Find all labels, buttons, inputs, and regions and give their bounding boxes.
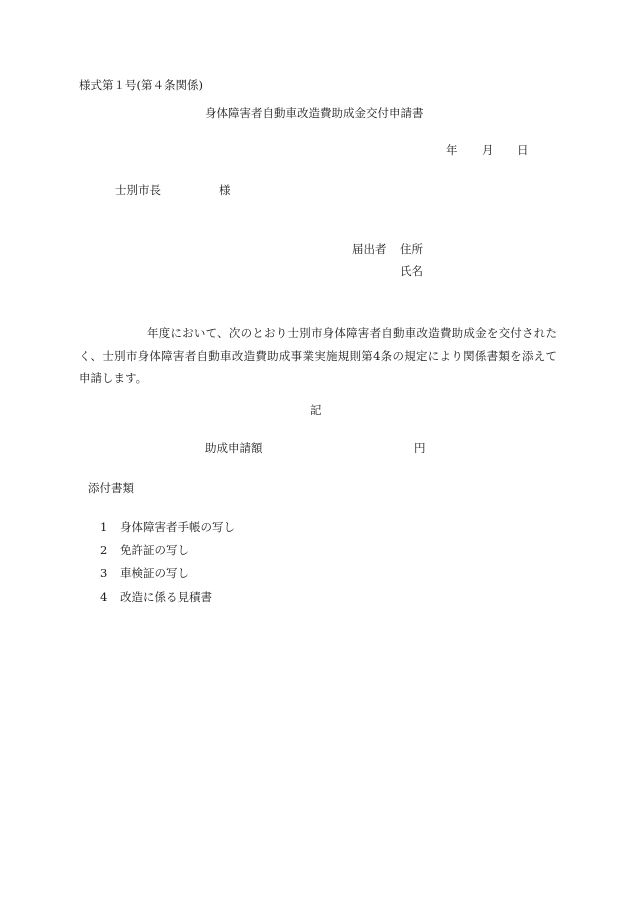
applicant-label: 届出者 (352, 242, 387, 256)
addressee-honorific: 様 (219, 183, 231, 197)
attachment-number: 2 (100, 543, 108, 558)
attachment-label: 身体障害者手帳の写し (120, 520, 235, 534)
date-year-label: 年 (446, 143, 458, 157)
amount-unit: 円 (414, 441, 426, 455)
application-body-text: 年度において、次のとおり士別市身体障害者自動車改造費助成金を交付されたく、士別市身体障害者自動車改造費助成事業実施規則第4条の規定により関係書類を添えて申請します。 (79, 326, 557, 385)
attachments-list (100, 522, 235, 615)
attachment-label: 車検証の写し (120, 566, 189, 581)
attachment-label: 免許証の写し (120, 543, 189, 558)
date-day-label: 日 (517, 143, 529, 157)
form-number: 様式第１号(第４条関係) (79, 78, 203, 92)
date-month-label: 月 (482, 143, 494, 157)
attachments-heading: 添付書類 (88, 481, 134, 495)
attachment-item (100, 568, 235, 591)
attachment-item (100, 545, 235, 568)
document-title: 身体障害者自動車改造費助成金交付申請書 (205, 106, 424, 120)
amount-label: 助成申請額 (205, 441, 263, 455)
attachment-number: 3 (100, 566, 108, 581)
addressee-name: 士別市長 (115, 183, 161, 197)
attachment-item (100, 522, 235, 545)
attachment-label: 改造に係る見積書 (120, 589, 212, 604)
attachment-item (100, 589, 235, 615)
ki-heading: 記 (310, 403, 322, 417)
attachment-number: 1 (100, 520, 108, 534)
attachment-number: 4 (100, 589, 108, 604)
address-label: 住所 (400, 242, 423, 256)
name-label: 氏名 (400, 264, 423, 278)
